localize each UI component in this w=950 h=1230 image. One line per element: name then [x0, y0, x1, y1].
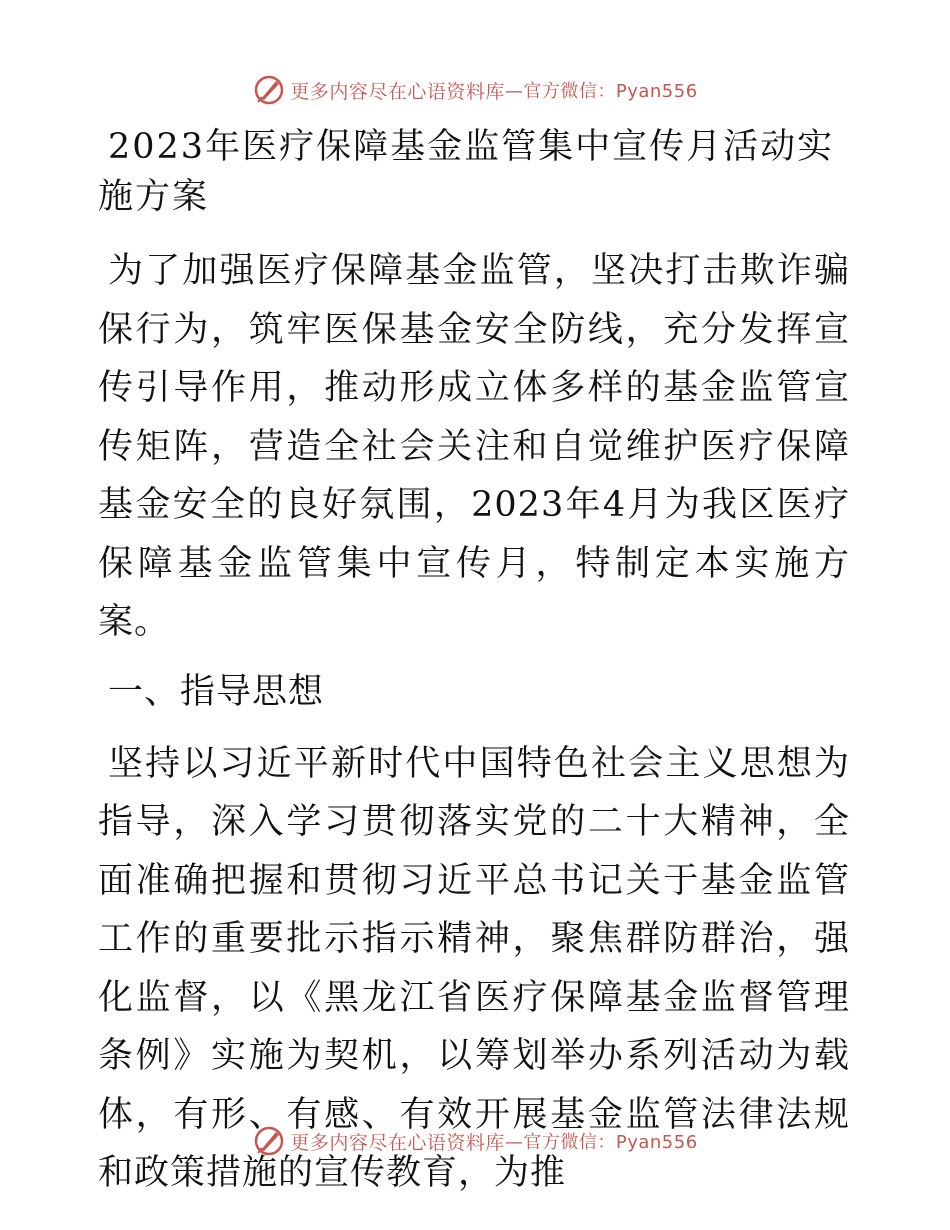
- document-body: [98, 122, 850, 1203]
- quill-pen-logo-icon: [252, 73, 286, 107]
- header-watermark: [0, 70, 950, 110]
- watermark-brand-text: 更多内容尽在心语资料库: [290, 80, 505, 103]
- section-heading-guiding-ideology: 一、指导思想: [108, 671, 325, 712]
- footer-watermark: [0, 1121, 950, 1161]
- quill-pen-logo-icon: [252, 1124, 286, 1158]
- watermark-brand-text: 更多内容尽在心语资料库: [290, 1131, 505, 1154]
- intro-paragraph: 为了加强医疗保障基金监管，坚决打击欺诈骗保行为，筑牢医保基金安全防线，充分发挥宣传引导作用，推动形成立体多样的基金监管宣传矩阵，营造全社会关注和自觉维护医疗保障基金安全的良好氛围，2023年4月为我区医疗保障基金监管集中宣传月，特制定本实施方案。: [98, 251, 850, 642]
- watermark-contact-text: —官方微信：Pyan556: [504, 81, 698, 102]
- guiding-ideology-paragraph: 坚持以习近平新时代中国特色社会主义思想为指导，深入学习贯彻落实党的二十大精神，全面准确把握和贯彻习近平总书记关于基金监管工作的重要批示指示精神，聚焦群防群治，强化监督，以《黑龙江省医疗保障基金监督管理条例》实施为契机，以筹划举办系列活动为载体，有形、有感、有效开展基金监管法律法规和政策措施的宣传教育，为推: [98, 743, 850, 1193]
- document-title: 2023年医疗保障基金监管集中宣传月活动实施方案: [98, 127, 835, 217]
- watermark-contact-text: —官方微信：Pyan556: [504, 1132, 698, 1153]
